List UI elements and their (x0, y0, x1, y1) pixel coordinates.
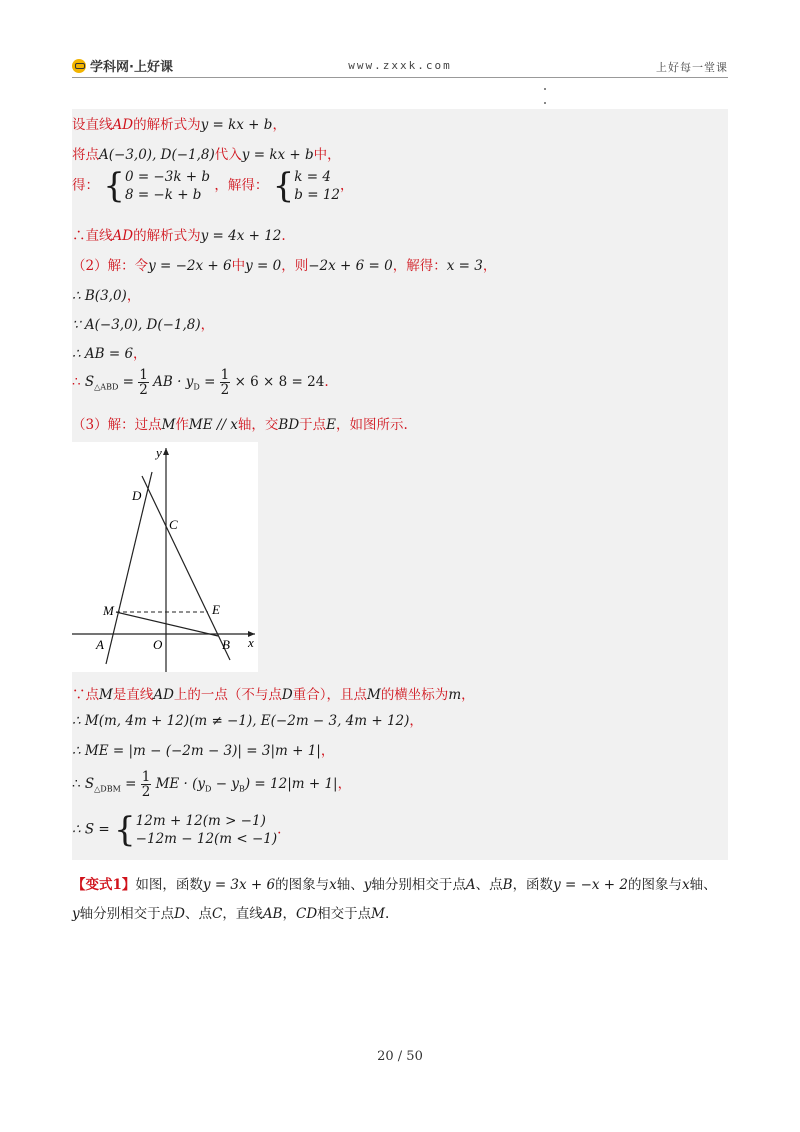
solution-line-10: （3）解：过点M作ME // x轴，交BD于点E，如图所示. (72, 417, 408, 433)
solution-line-1: 设直线AD的解析式为y = kx + b， (72, 117, 286, 133)
label-e: E (212, 602, 220, 617)
y-axis-arrow-icon (163, 448, 169, 455)
label-c: C (169, 517, 178, 532)
slogan: 上好每一堂课 (656, 61, 728, 74)
fraction: $\frac{1}{2}$ (220, 367, 230, 398)
page-header (72, 56, 728, 78)
logo-text: 学科网·上好课 (90, 60, 173, 75)
fraction: $\frac{1}{2}$ (139, 367, 148, 398)
solution-line-7: ∵ A(−3,0), D(−1,8)， (72, 317, 215, 333)
line-bd (142, 476, 230, 660)
variant-line-1: 【变式1】如图，函数y = 3x + 6的图象与x轴、y轴分别相交于点A、点B，函数y = −x + 2的图象与x轴、 (72, 877, 717, 893)
solution-line-6: ∴ B(3,0)， (72, 288, 141, 304)
variant-line-2: y轴分别相交于点D、点C，直线AB，CD相交于点M. (72, 906, 390, 922)
solution-line-11: ∵点M是直线AD上的一点（不与点D重合），且点M的横坐标为m， (72, 687, 475, 703)
solution-line-13: ∴ ME = |m − (−2m − 3)| = 3|m + 1|， (72, 743, 335, 759)
page-number: 20 / 50 (377, 1049, 423, 1064)
equation-system: 0 = −3k + b 8 = −k + b (124, 169, 211, 203)
solution-line-2: 将点A(−3,0), D(−1,8)代入y = kx + b中， (72, 147, 341, 163)
label-d: D (132, 488, 142, 503)
piecewise-cases: 12m + 12(m > −1) −12m − 12(m < −1) (135, 813, 278, 847)
label-o: O (153, 637, 163, 652)
line-ad (106, 472, 152, 664)
solution-line-9: ∴ $S_{\triangle ABD}$ = $\frac{1}{2}$ AB · $y_D$ = $\frac{1}{2} \times 6 \times 8 = 24$. (72, 367, 329, 398)
site-url: www.zxxk.com (348, 59, 452, 72)
fraction: $\frac{1}{2}$ (141, 769, 151, 800)
speck (544, 88, 546, 90)
brace-icon: { (114, 810, 136, 850)
solution-system: k = 4 b = 12 (294, 169, 340, 203)
header-divider (72, 77, 728, 78)
solution-line-15: ∴ S = { 12m + 12(m > −1) −12m − 12(m < −1) . (72, 810, 282, 850)
segment-mb (116, 612, 218, 636)
solution-line-14: ∴ $S_{\triangle DBM}$ = $\frac{1}{2}$ ME · $(y_D - y_B) = 12|m + 1|$， (72, 769, 352, 800)
label-y: y (156, 445, 162, 460)
speck (544, 102, 546, 104)
solution-line-8: ∴ AB = 6， (72, 346, 147, 362)
solution-line-5: （2）解：令y = −2x + 6中y = 0，则−2x + 6 = 0，解得：x = 3， (72, 258, 497, 274)
label-x: x (248, 635, 254, 650)
figure-svg (72, 442, 258, 672)
label-a: A (96, 637, 104, 652)
solution-line-4: ∴直线AD的解析式为y = 4x + 12. (72, 228, 286, 244)
geometry-figure (72, 442, 258, 672)
brace-icon: { (103, 166, 125, 206)
label-b: B (222, 637, 230, 652)
variant-tag: 【变式1】 (72, 877, 136, 893)
label-m: M (103, 603, 114, 618)
brace-icon: { (272, 166, 295, 206)
solution-line-12: ∴ M(m, 4m + 12)(m ≠ −1), E(−2m − 3, 4m + 12)， (72, 713, 423, 729)
solution-line-3: 得： { 0 = −3k + b 8 = −k + b ，解得： { k = 4 b = 12 ， (72, 166, 354, 206)
